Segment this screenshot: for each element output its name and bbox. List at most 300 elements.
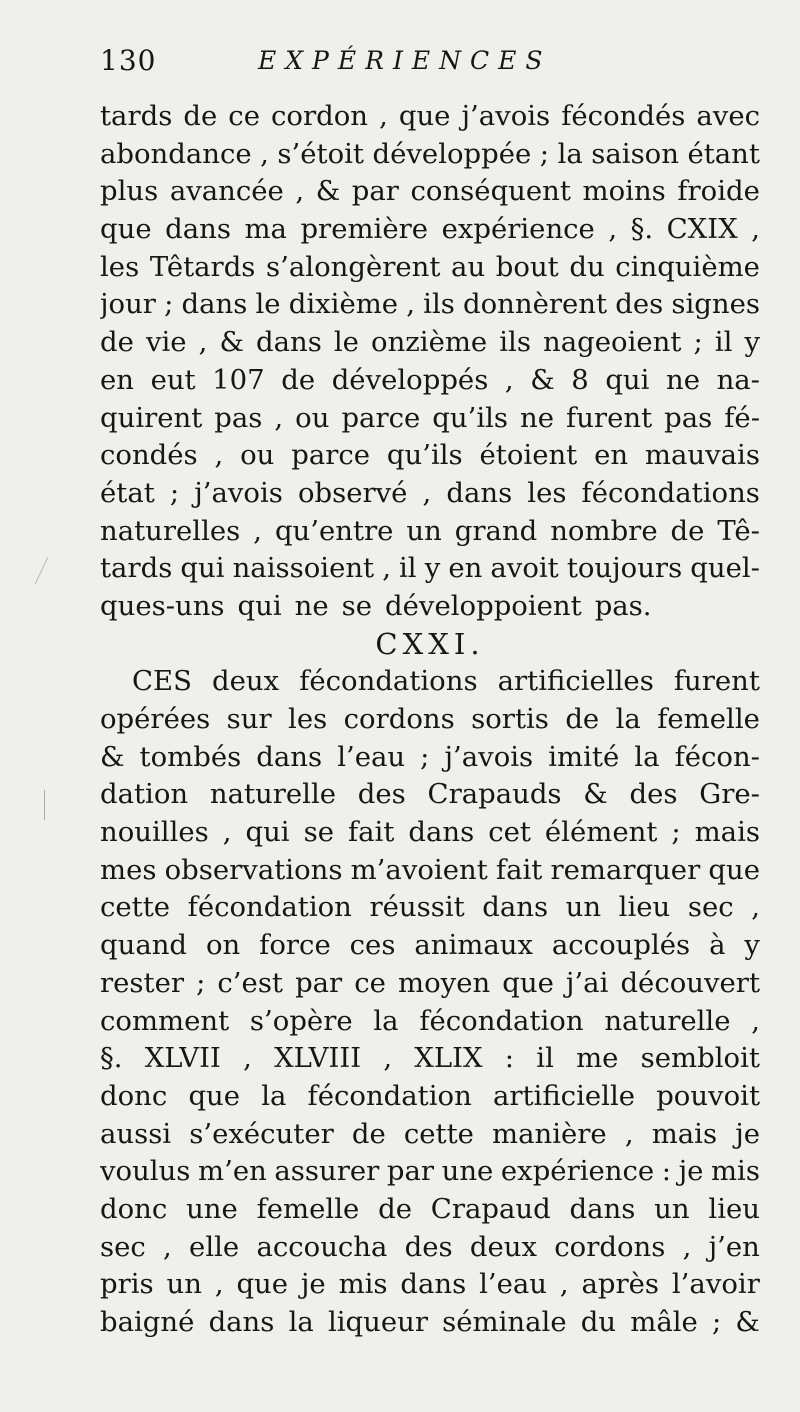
word: , bbox=[222, 816, 232, 849]
word: donc bbox=[100, 1192, 168, 1225]
word: naturelles bbox=[100, 514, 241, 547]
word: ne bbox=[520, 401, 555, 434]
word: toujours bbox=[566, 552, 683, 585]
margin-mark bbox=[35, 557, 67, 593]
text-line bbox=[100, 173, 760, 211]
word: 107 bbox=[212, 363, 265, 396]
word: §. bbox=[630, 213, 654, 246]
word: dans bbox=[400, 1268, 467, 1301]
word: CXIX bbox=[666, 213, 738, 246]
word: cinquième bbox=[615, 250, 760, 283]
text-line bbox=[100, 852, 760, 890]
word: dans bbox=[255, 326, 322, 359]
word: étoient bbox=[479, 439, 578, 472]
word: étant bbox=[687, 137, 760, 170]
word: cette bbox=[403, 1117, 474, 1150]
word: de bbox=[281, 363, 316, 396]
word: moins bbox=[582, 175, 666, 208]
text-line bbox=[100, 965, 760, 1003]
word: ; bbox=[164, 288, 174, 321]
word: de bbox=[100, 326, 134, 359]
word: ; bbox=[539, 137, 550, 170]
word: des bbox=[357, 778, 406, 811]
text-line bbox=[100, 1304, 760, 1342]
word: femelle bbox=[657, 703, 760, 735]
word: grand bbox=[454, 514, 538, 547]
word: , bbox=[559, 1268, 569, 1301]
word: naissoient bbox=[232, 552, 375, 585]
word: sortis bbox=[471, 703, 549, 735]
word: des bbox=[629, 778, 678, 811]
word: pris bbox=[100, 1268, 154, 1301]
word: & bbox=[315, 175, 341, 208]
word: XLVIII bbox=[274, 1042, 362, 1075]
word: abondance bbox=[100, 137, 252, 170]
text-line bbox=[100, 98, 760, 136]
word: une bbox=[186, 1192, 238, 1225]
word: développés bbox=[331, 363, 489, 396]
word: il bbox=[536, 1042, 554, 1075]
text-line bbox=[100, 1191, 760, 1229]
text-line bbox=[100, 324, 760, 362]
word: rester bbox=[100, 966, 185, 999]
word: , bbox=[295, 175, 305, 208]
word: lieu bbox=[618, 891, 671, 924]
word: & bbox=[735, 1306, 760, 1338]
word: Tê- bbox=[717, 514, 760, 547]
word: , bbox=[243, 1042, 252, 1075]
word: ne bbox=[294, 589, 329, 622]
body-text bbox=[100, 98, 760, 1342]
word: avec bbox=[696, 100, 760, 132]
word: de bbox=[351, 1117, 386, 1150]
word: dans bbox=[165, 213, 231, 246]
word: ; bbox=[420, 740, 430, 773]
word: dans bbox=[181, 288, 248, 321]
word: en bbox=[594, 439, 629, 472]
word: observé bbox=[297, 476, 408, 509]
word: de bbox=[670, 514, 705, 547]
text-line bbox=[100, 475, 760, 513]
word: je bbox=[735, 1117, 760, 1150]
word: se bbox=[341, 589, 373, 622]
word: les bbox=[288, 703, 328, 735]
word: tards bbox=[100, 100, 173, 132]
text-line bbox=[100, 739, 760, 777]
word: qui bbox=[245, 816, 290, 849]
word: Crapaud bbox=[430, 1192, 551, 1225]
text-line bbox=[100, 1003, 760, 1041]
word: ils bbox=[499, 326, 531, 359]
word: fait bbox=[495, 853, 543, 886]
word: , bbox=[504, 363, 514, 396]
word: fait bbox=[347, 816, 395, 849]
word: ne bbox=[666, 363, 700, 396]
word: animaux bbox=[414, 929, 533, 962]
text-line bbox=[100, 776, 760, 814]
word: mâle bbox=[630, 1306, 698, 1338]
word: , bbox=[382, 552, 391, 585]
word: ; bbox=[711, 1306, 722, 1338]
word: du bbox=[580, 1306, 617, 1338]
word: le bbox=[255, 288, 281, 321]
word: y bbox=[744, 326, 760, 359]
word: quel- bbox=[690, 552, 760, 585]
word: lieu bbox=[708, 1192, 760, 1225]
word: en bbox=[100, 363, 134, 396]
word: la bbox=[288, 1306, 314, 1338]
word: un bbox=[565, 891, 602, 924]
word: , bbox=[379, 100, 388, 132]
word: me bbox=[576, 1042, 619, 1075]
text-line bbox=[100, 1078, 760, 1116]
word: ou bbox=[240, 439, 275, 472]
page-number: 130 bbox=[100, 44, 157, 77]
word: s’exécuter bbox=[189, 1117, 334, 1150]
word: femelle bbox=[256, 1192, 360, 1225]
page-header bbox=[100, 44, 760, 80]
word: à bbox=[709, 929, 726, 962]
word: donnèrent bbox=[463, 288, 608, 321]
word: §. bbox=[100, 1042, 123, 1075]
word: il bbox=[399, 552, 417, 585]
margin-mark bbox=[44, 790, 49, 820]
word: expérience bbox=[500, 1155, 655, 1188]
word: dation bbox=[100, 778, 189, 811]
text-line bbox=[100, 513, 760, 551]
text-line bbox=[100, 1116, 760, 1154]
word: comment bbox=[100, 1004, 230, 1037]
word: na- bbox=[716, 363, 760, 396]
word: CES bbox=[132, 665, 192, 698]
word: parce bbox=[341, 401, 421, 434]
word: se bbox=[303, 816, 334, 849]
word: état bbox=[100, 476, 155, 509]
word: première bbox=[300, 213, 429, 246]
word: sec bbox=[100, 1230, 146, 1263]
word: fécondation bbox=[419, 1004, 584, 1037]
word: aussi bbox=[100, 1117, 172, 1150]
word: froide bbox=[677, 175, 760, 208]
word: qui bbox=[237, 589, 282, 622]
word: la bbox=[373, 1004, 399, 1037]
word: eut bbox=[150, 363, 196, 396]
word: j’ai bbox=[565, 966, 609, 999]
word: , bbox=[624, 1117, 634, 1150]
word: ma bbox=[244, 213, 287, 246]
word: cordon bbox=[271, 100, 369, 132]
word: de bbox=[565, 703, 600, 735]
word: que bbox=[100, 213, 152, 246]
word: , bbox=[274, 401, 284, 434]
word: tombés bbox=[139, 740, 242, 773]
word: mes bbox=[100, 853, 157, 886]
word: sur bbox=[226, 703, 272, 735]
word: on bbox=[205, 929, 241, 962]
text-line bbox=[100, 362, 760, 400]
text-line bbox=[100, 400, 760, 438]
word: la bbox=[261, 1079, 287, 1112]
word: parce bbox=[291, 439, 371, 472]
word: de bbox=[183, 100, 218, 132]
word: les bbox=[527, 476, 567, 509]
word: deux bbox=[469, 1230, 538, 1263]
word: opérées bbox=[100, 703, 211, 735]
word: tards bbox=[100, 552, 173, 585]
word: liqueur bbox=[327, 1306, 428, 1338]
word: ; bbox=[693, 326, 703, 359]
word: Crapauds bbox=[427, 778, 562, 811]
word: ce bbox=[228, 100, 260, 132]
word: quirent bbox=[100, 401, 203, 434]
word: Têtards bbox=[149, 250, 256, 283]
word: Gre- bbox=[699, 778, 760, 811]
word: XLIX bbox=[414, 1042, 483, 1075]
word: , bbox=[383, 1042, 393, 1075]
word: furent bbox=[673, 665, 760, 698]
word: baigné bbox=[100, 1306, 195, 1338]
word: 8 bbox=[571, 363, 589, 396]
word: naturelle bbox=[604, 1004, 731, 1037]
word: mis bbox=[338, 1268, 388, 1301]
word: dans bbox=[408, 816, 475, 849]
word: découvert bbox=[620, 966, 760, 999]
word: accouplés bbox=[551, 929, 691, 962]
word: en bbox=[448, 552, 483, 585]
word: les bbox=[100, 250, 140, 283]
word: de bbox=[378, 1192, 412, 1225]
word: après bbox=[581, 1268, 660, 1301]
word: l’avoir bbox=[671, 1268, 760, 1301]
word: ques-uns bbox=[100, 589, 225, 622]
word: expérience bbox=[441, 213, 595, 246]
word: j’avois bbox=[444, 740, 534, 773]
word: force bbox=[259, 929, 331, 962]
text-line bbox=[100, 588, 760, 626]
word: cet bbox=[488, 816, 531, 849]
word: , bbox=[608, 213, 618, 246]
word: j’en bbox=[708, 1230, 760, 1263]
word: fé- bbox=[724, 401, 760, 434]
word: , bbox=[751, 213, 760, 246]
word: dans bbox=[482, 891, 549, 924]
text-line bbox=[100, 550, 760, 588]
word: fécondations bbox=[581, 476, 760, 509]
word: sec bbox=[687, 891, 734, 924]
word: XLVII bbox=[144, 1042, 221, 1075]
word: mais bbox=[651, 1117, 718, 1150]
word: que bbox=[708, 853, 760, 886]
word: développoient bbox=[385, 589, 582, 622]
word: furent bbox=[566, 401, 653, 434]
word: fécondations bbox=[299, 665, 478, 698]
text-line bbox=[100, 1153, 760, 1191]
word: s’étoit bbox=[277, 137, 364, 170]
text-line bbox=[100, 136, 760, 174]
word: m’en bbox=[198, 1155, 267, 1188]
word: dans bbox=[208, 1306, 275, 1338]
text-line bbox=[100, 286, 760, 324]
section-heading: CXXI. bbox=[375, 626, 485, 661]
word: assurer bbox=[274, 1155, 380, 1188]
text-line bbox=[100, 249, 760, 287]
word: mais bbox=[694, 816, 760, 849]
text-line bbox=[100, 814, 760, 852]
word: au bbox=[451, 250, 486, 283]
word: , bbox=[214, 439, 224, 472]
word: qu’entre bbox=[274, 514, 394, 547]
word: que bbox=[502, 966, 554, 999]
word: je bbox=[678, 1155, 704, 1188]
word: y bbox=[744, 929, 760, 962]
text-line bbox=[100, 889, 760, 927]
word: avancée bbox=[169, 175, 284, 208]
text-line bbox=[100, 1229, 760, 1267]
word: qui bbox=[605, 363, 650, 396]
word: m’avoient bbox=[350, 853, 488, 886]
word: artificielle bbox=[492, 1079, 636, 1112]
word: dans bbox=[256, 740, 323, 773]
word: fécon- bbox=[674, 740, 760, 773]
word: & bbox=[219, 326, 244, 359]
word: , bbox=[406, 288, 415, 321]
text-line bbox=[100, 701, 760, 739]
word: fécondation bbox=[187, 891, 352, 924]
word: une bbox=[441, 1155, 494, 1188]
word: dans bbox=[569, 1192, 636, 1225]
word: la bbox=[557, 137, 583, 170]
word: , bbox=[751, 1004, 760, 1037]
word: j’avois bbox=[194, 476, 283, 509]
word: qu’ils bbox=[386, 439, 463, 472]
word: pouvoit bbox=[656, 1079, 760, 1112]
word: deux bbox=[212, 665, 280, 698]
word: dans bbox=[446, 476, 513, 509]
word: moyen bbox=[398, 966, 491, 999]
text-line bbox=[100, 1266, 760, 1304]
word: qu’ils bbox=[432, 401, 509, 434]
word: nageoient bbox=[543, 326, 682, 359]
word: ou bbox=[295, 401, 330, 434]
word: un bbox=[654, 1192, 690, 1225]
word: fécondation bbox=[307, 1079, 472, 1112]
word: jour bbox=[100, 288, 156, 321]
word: voulus bbox=[100, 1155, 191, 1188]
word: des bbox=[615, 288, 664, 321]
word: condés bbox=[100, 439, 198, 472]
word: , bbox=[260, 137, 269, 170]
text-line bbox=[100, 437, 760, 475]
word: pas bbox=[664, 401, 713, 434]
word: un bbox=[406, 514, 442, 547]
word: bout bbox=[495, 250, 559, 283]
word: réussit bbox=[369, 891, 465, 924]
text-line bbox=[100, 663, 760, 701]
word: avoit bbox=[490, 552, 559, 585]
word: , bbox=[751, 891, 760, 924]
word: s’alongèrent bbox=[266, 250, 441, 283]
word: onzième bbox=[371, 326, 488, 359]
word: que bbox=[188, 1079, 241, 1112]
word: que bbox=[236, 1268, 289, 1301]
word: ils bbox=[423, 288, 455, 321]
word: , bbox=[163, 1230, 172, 1263]
word: plus bbox=[100, 175, 159, 208]
word: signes bbox=[671, 288, 760, 321]
word: , bbox=[214, 1268, 224, 1301]
word: y bbox=[424, 552, 441, 585]
word: cordons bbox=[343, 703, 455, 735]
word: ces bbox=[349, 929, 396, 962]
word: & bbox=[100, 740, 125, 773]
word: développée bbox=[372, 137, 532, 170]
word: un bbox=[166, 1268, 202, 1301]
word: par bbox=[386, 1155, 435, 1188]
word: nouilles bbox=[100, 816, 209, 849]
word: la bbox=[634, 740, 660, 773]
word: c’est bbox=[217, 966, 283, 999]
word: cette bbox=[100, 891, 171, 924]
word: , bbox=[253, 514, 262, 547]
word: & bbox=[530, 363, 555, 396]
word: observations bbox=[164, 853, 343, 886]
word: élément bbox=[544, 816, 658, 849]
word: l’eau bbox=[479, 1268, 548, 1301]
word: que bbox=[398, 100, 451, 132]
word: quand bbox=[100, 929, 188, 962]
word: : bbox=[661, 1155, 672, 1188]
word: ; bbox=[196, 966, 206, 999]
word: donc bbox=[100, 1079, 168, 1112]
word: pas. bbox=[594, 589, 652, 622]
word: : bbox=[504, 1042, 515, 1075]
word: qui bbox=[180, 552, 225, 585]
word: naturelle bbox=[209, 778, 337, 811]
word: accoucha bbox=[256, 1230, 388, 1263]
word: cordons bbox=[554, 1230, 666, 1263]
word: , bbox=[198, 326, 208, 359]
word: nombre bbox=[550, 514, 658, 547]
word: par bbox=[295, 966, 343, 999]
text-line bbox=[100, 927, 760, 965]
word: ce bbox=[354, 966, 386, 999]
word: la bbox=[615, 703, 641, 735]
word: du bbox=[569, 250, 605, 283]
word: par bbox=[351, 175, 399, 208]
word: & bbox=[583, 778, 608, 811]
running-head: EXPÉRIENCES bbox=[258, 46, 552, 75]
text-line bbox=[100, 211, 760, 249]
word: je bbox=[300, 1268, 326, 1301]
word: le bbox=[333, 326, 359, 359]
word: , bbox=[422, 476, 432, 509]
word: s’opère bbox=[249, 1004, 353, 1037]
word: dixième bbox=[288, 288, 399, 321]
word: des bbox=[404, 1230, 453, 1263]
word: ; bbox=[169, 476, 180, 509]
word: saison bbox=[591, 137, 679, 170]
word: vie bbox=[145, 326, 187, 359]
word: pas bbox=[214, 401, 263, 434]
word: , bbox=[682, 1230, 692, 1263]
word: séminale bbox=[442, 1306, 567, 1338]
word: artificielles bbox=[497, 665, 654, 698]
word: manière bbox=[492, 1117, 607, 1150]
word: remarquer bbox=[550, 853, 701, 886]
word: imité bbox=[548, 740, 620, 773]
word: mis bbox=[710, 1155, 760, 1188]
text-line bbox=[100, 1040, 760, 1078]
